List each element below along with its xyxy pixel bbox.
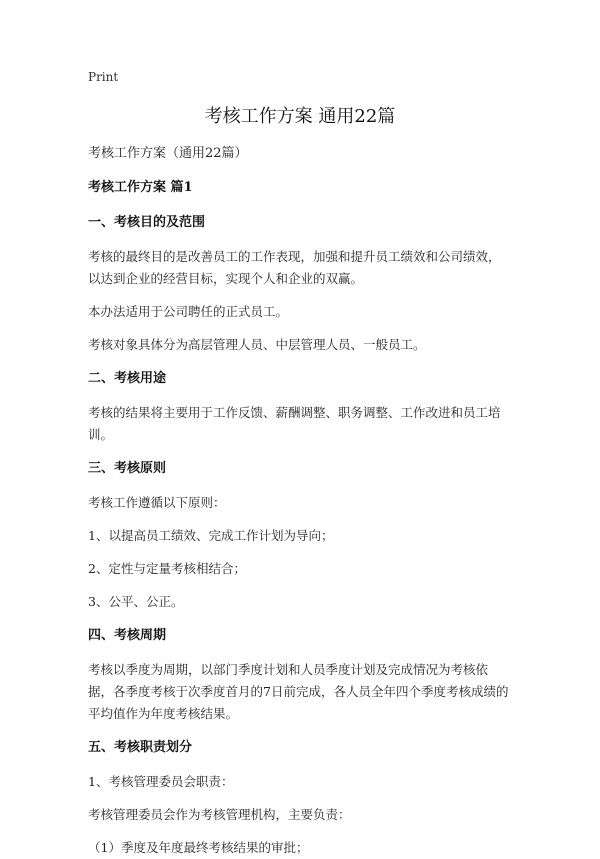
section-paragraph: 考核以季度为周期，以部门季度计划和人员季度计划及完成情况为考核依据，各季度考核于次季度首月的7日前完成，各人员全年四个季度考核成绩的平均值作为年度考核结果。 (88, 662, 509, 721)
section-heading-purpose: 一、考核目的及范围 (88, 215, 206, 230)
section-paragraph: 考核的最终目的是改善员工的工作表现，加强和提升员工绩效和公司绩效，以达到企业的经营目标，实现个人和企业的双赢。 (88, 249, 501, 286)
section-heading-cycle: 四、考核周期 (88, 628, 167, 643)
section-paragraph: 考核的结果将主要用于工作反馈、薪酬调整、职务调整、工作改进和员工培训。 (88, 405, 501, 442)
section-heading-principles: 三、考核原则 (88, 461, 167, 476)
list-item: 1、考核管理委员会职责： (88, 774, 234, 789)
list-item: 2、定性与定量考核相结合； (88, 561, 246, 576)
section-paragraph: 考核对象具体分为高层管理人员、中层管理人员、一般员工。 (88, 337, 426, 352)
list-item: 1、以提高员工绩效、完成工作计划为导向； (88, 528, 334, 543)
section-paragraph: 考核管理委员会作为考核管理机构，主要负责： (88, 807, 351, 822)
list-item: 3、公平、公正。 (88, 594, 184, 609)
article-heading: 考核工作方案 篇1 (88, 180, 193, 195)
page-title: 考核工作方案 通用22篇 (204, 106, 396, 127)
print-label[interactable]: Print (88, 70, 119, 84)
section-paragraph: 考核工作遵循以下原则： (88, 495, 226, 510)
section-heading-usage: 二、考核用途 (88, 371, 167, 386)
section-paragraph: 本办法适用于公司聘任的正式员工。 (88, 304, 289, 319)
article-block (88, 176, 512, 859)
list-item: （1）季度及年度最终考核结果的审批； (88, 840, 309, 855)
document-subtitle: 考核工作方案（通用22篇） (88, 146, 248, 161)
section-heading-responsibilities: 五、考核职责划分 (88, 740, 193, 755)
